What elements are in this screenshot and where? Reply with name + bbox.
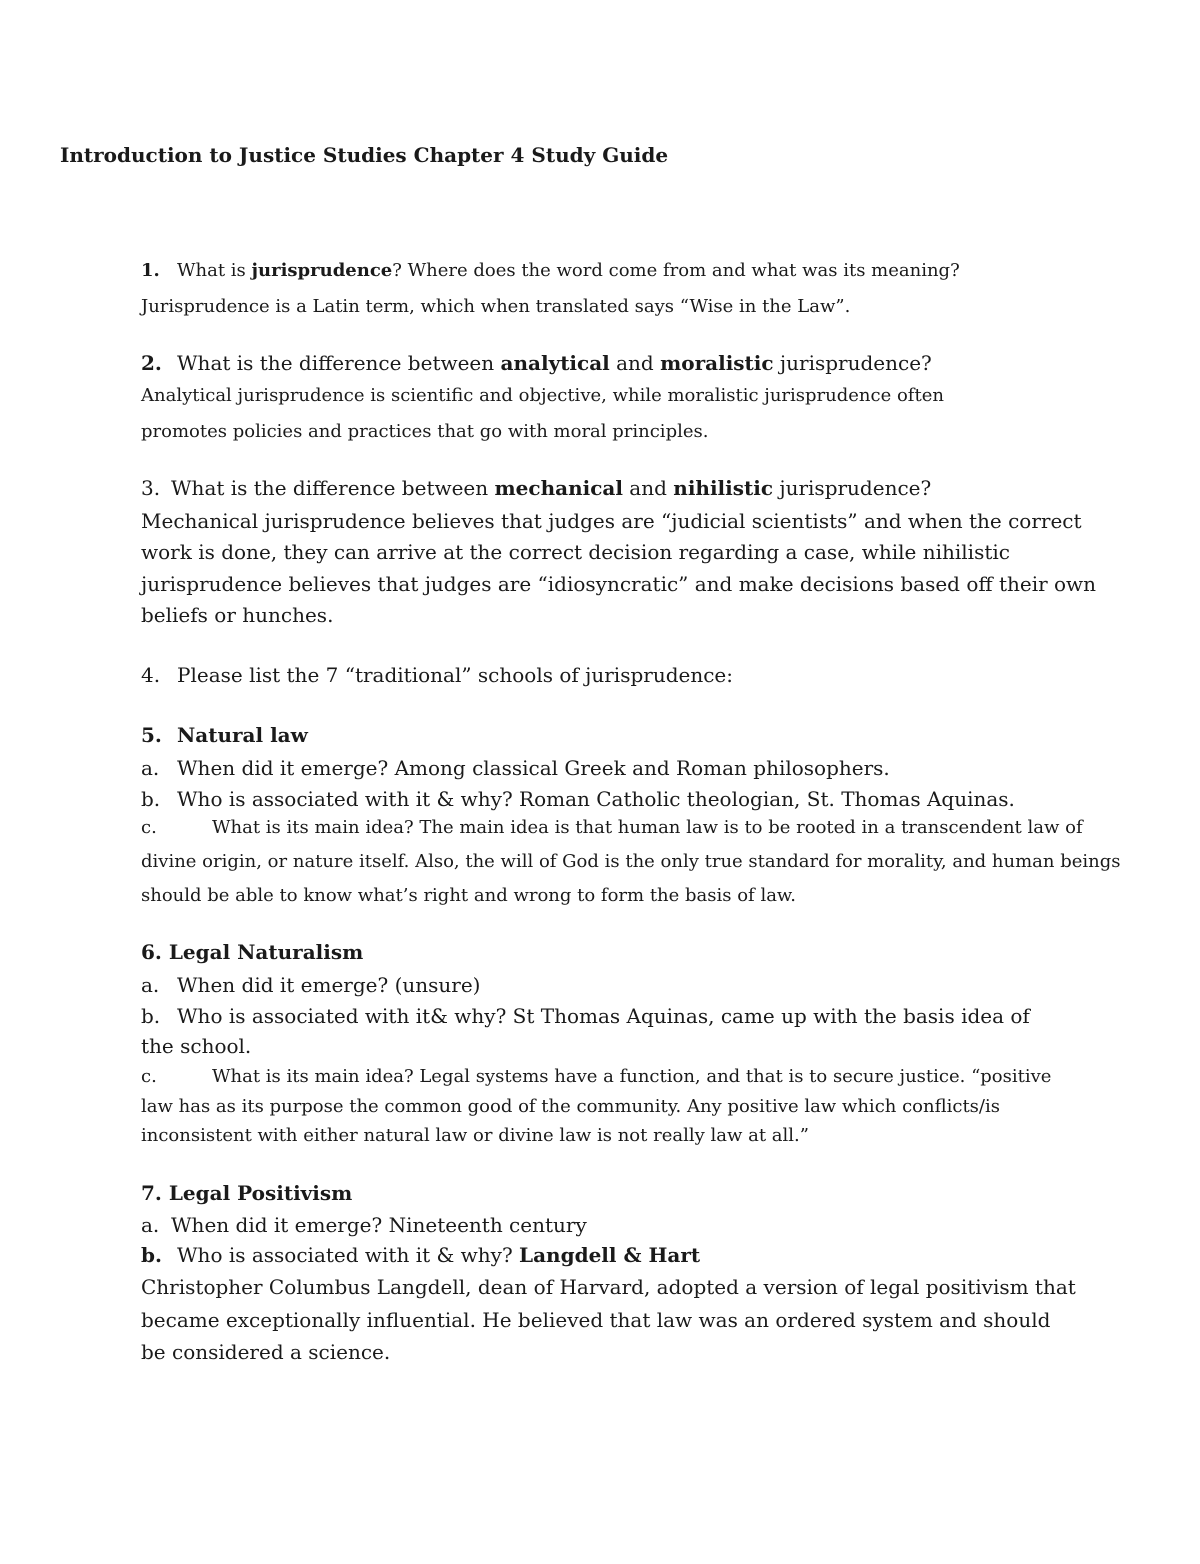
question-text-post: jurisprudence?	[773, 351, 932, 375]
section-6-item-c	[141, 1068, 1051, 1086]
page-title: Introduction to Justice Studies Chapter 4 Study Guide	[60, 143, 669, 167]
item-label: b.	[141, 1004, 161, 1028]
question-text-pre: What is the difference between	[171, 476, 495, 500]
section-6-item-b	[141, 1006, 1030, 1026]
question-keyword: nihilistic	[673, 476, 774, 500]
section-7-answer-line: Christopher Columbus Langdell, dean of Harvard, adopted a version of legal positivism that	[141, 1275, 1076, 1299]
question-keyword: analytical	[500, 351, 610, 375]
section-6-item-a	[141, 975, 481, 995]
section-7-item-b	[141, 1245, 700, 1265]
item-text: What is its main idea? The main idea is that human law is to be rooted in a transcendent law of	[212, 817, 1083, 838]
item-text: When did it emerge? (unsure)	[177, 973, 481, 997]
section-6-item-b-line: the school.	[141, 1034, 252, 1058]
question-number: 3.	[141, 476, 161, 500]
section-7-item-a	[141, 1215, 587, 1235]
answer-3-line: Mechanical jurisprudence believes that judges are “judicial scientists” and when the correct	[141, 509, 1082, 533]
item-label: b.	[141, 1243, 162, 1267]
question-2	[141, 353, 932, 373]
item-label: b.	[141, 787, 161, 811]
item-label: c.	[141, 1066, 157, 1087]
answer-3-line: work is done, they can arrive at the correct decision regarding a case, while nihilistic	[141, 540, 1010, 564]
section-5-item-b	[141, 789, 1015, 809]
question-keyword: jurisprudence	[251, 260, 393, 281]
question-4	[141, 665, 733, 685]
item-label: a.	[141, 973, 160, 997]
section-5-item-a	[141, 758, 890, 778]
section-5-item-c-line: divine origin, or nature itself. Also, the will of God is the only true standard for morality, and human beings	[141, 851, 1121, 872]
question-text-post: ? Where does the word come from and what was its meaning?	[392, 260, 960, 281]
item-text: Who is associated with it& why? St Thomas Aquinas, came up with the basis idea of	[177, 1004, 1030, 1028]
item-keyword: Langdell & Hart	[519, 1243, 701, 1267]
answer-3-line: beliefs or hunches.	[141, 603, 334, 627]
item-text: What is its main idea? Legal systems have a function, and that is to secure justice. “positive	[212, 1066, 1052, 1087]
item-label: c.	[141, 817, 157, 838]
item-label: a.	[141, 1213, 160, 1237]
section-6-item-c-line: law has as its purpose the common good of the community. Any positive law which conflicts/is	[141, 1096, 1000, 1117]
question-keyword: moralistic	[660, 351, 774, 375]
answer-2-line: promotes policies and practices that go with moral principles.	[141, 421, 709, 442]
question-number: 2.	[141, 351, 162, 375]
question-text-mid: and	[622, 476, 674, 500]
section-7-answer-line: became exceptionally influential. He believed that law was an ordered system and should	[141, 1308, 1051, 1332]
question-text-mid: and	[609, 351, 661, 375]
item-text: When did it emerge? Among classical Greek and Roman philosophers.	[177, 756, 890, 780]
answer-3-line: jurisprudence believes that judges are “idiosyncratic” and make decisions based off their own	[141, 572, 1097, 596]
item-text: Who is associated with it & why? Roman Catholic theologian, St. Thomas Aquinas.	[177, 787, 1015, 811]
question-3	[141, 478, 931, 498]
item-text: When did it emerge? Nineteenth century	[171, 1213, 587, 1237]
answer-2-line: Analytical jurisprudence is scientific and objective, while moralistic jurisprudence often	[141, 385, 944, 406]
question-number: 1.	[141, 260, 160, 281]
section-5-item-c-line: should be able to know what’s right and wrong to form the basis of law.	[141, 885, 796, 906]
section-number: 5.	[141, 723, 162, 747]
answer-1: Jurisprudence is a Latin term, which when translated says “Wise in the Law”.	[141, 296, 851, 317]
section-5-heading	[141, 725, 308, 745]
section-5-item-c	[141, 819, 1083, 837]
section-7-answer-line: be considered a science.	[141, 1340, 391, 1364]
section-6-item-c-line: inconsistent with either natural law or divine law is not really law at all.”	[141, 1125, 809, 1146]
question-text-pre: What is the difference between	[177, 351, 501, 375]
question-text-post: jurisprudence?	[773, 476, 932, 500]
section-7-heading: 7. Legal Positivism	[141, 1181, 353, 1205]
question-text-pre: What is	[177, 260, 252, 281]
item-text: Who is associated with it & why?	[177, 1243, 520, 1267]
question-number: 4.	[141, 663, 161, 687]
item-label: a.	[141, 756, 160, 780]
question-1	[141, 262, 960, 280]
question-keyword: mechanical	[494, 476, 623, 500]
question-text: Please list the 7 “traditional” schools of jurisprudence:	[177, 663, 734, 687]
section-6-heading: 6. Legal Naturalism	[141, 940, 364, 964]
section-title: Natural law	[177, 723, 308, 747]
